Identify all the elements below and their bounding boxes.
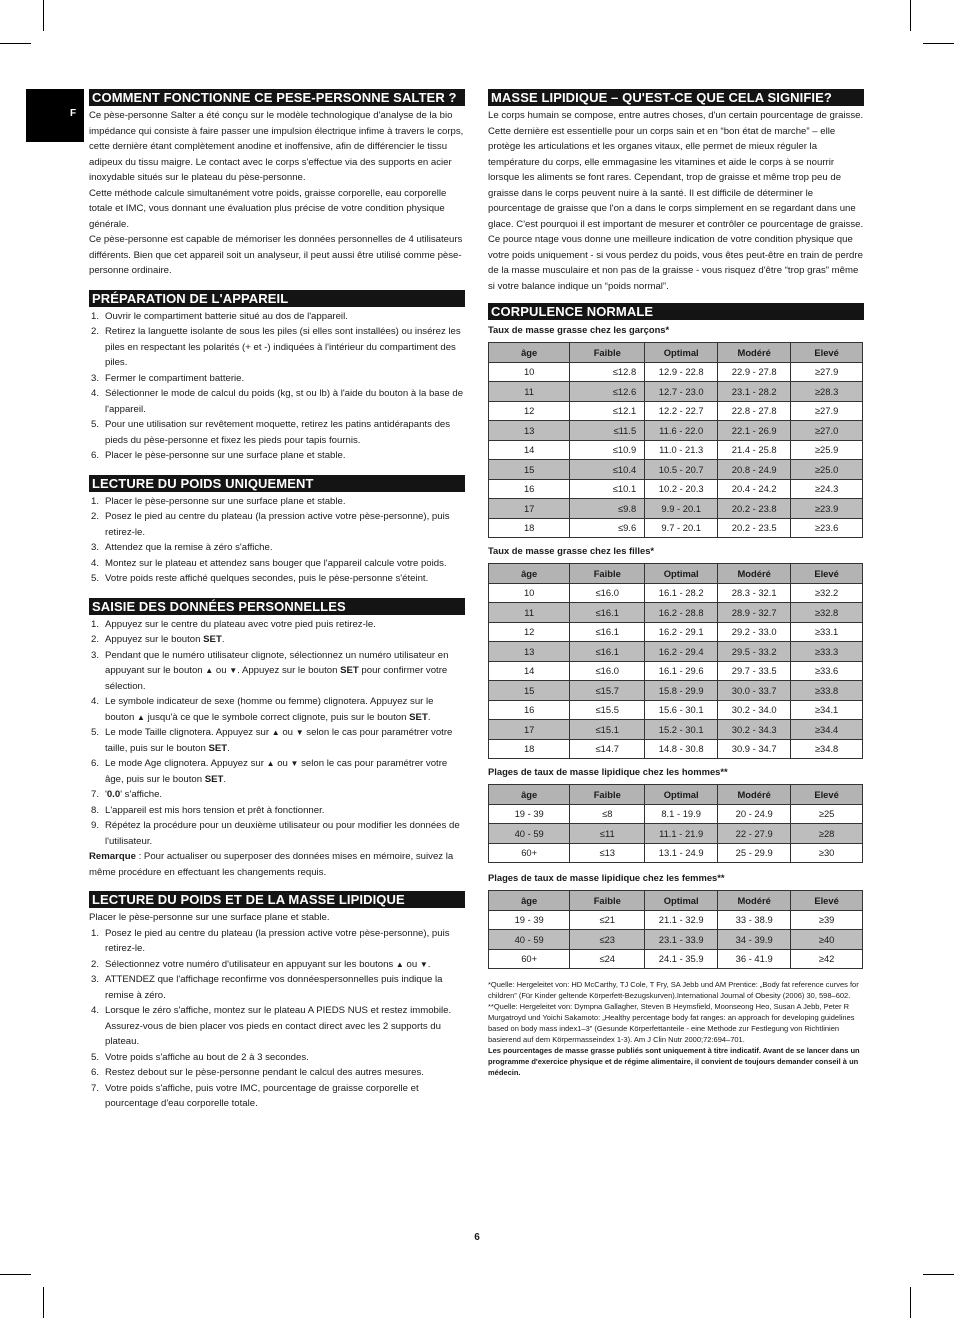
table-cell: ≤10.4 <box>570 460 645 480</box>
table-cell: ≤8 <box>570 804 645 824</box>
list-item: 5. Pour une utilisation sur revêtement moquette, retirez les patins antidérapants des pieds du pèse-personne et fixez les pieds pour tapis fournis. <box>91 419 451 446</box>
table-cell: 23.1 - 33.9 <box>645 930 718 950</box>
table-cell: ≤14.7 <box>570 739 645 759</box>
table-cell: 30.9 - 34.7 <box>718 739 791 759</box>
table-cell: 30.2 - 34.0 <box>718 700 791 720</box>
table-cell: 60+ <box>489 949 570 969</box>
paragraph: Ce pèse-personne Salter a été conçu sur le modèle technologique d'analyse de la bio impédance qui consiste à faire passer une impulsion électrique infime à travers le corps, cette dernière étant complètement anodine et inoffensive, afin de différencier le tissu adipeux du tissu maigre. Le contact avec le corps s'effectue via des supports en acier inoxydable situés sur le plateau du pèse-personne. <box>89 110 464 183</box>
table-header: Modéré <box>718 891 791 911</box>
table-cell: ≤16.1 <box>570 622 645 642</box>
table-header: Optimal <box>645 343 718 363</box>
table-row <box>489 499 863 519</box>
table-row <box>489 583 863 603</box>
remark: Remarque : Pour actualiser ou superposer des données mises en mémoire, suivez la même procédure en effectuant les changements requis. <box>89 851 454 878</box>
section-title-how: COMMENT FONCTIONNE CE PESE-PERSONNE SALTER ? <box>89 89 465 106</box>
table-row <box>489 720 863 740</box>
list-item: 5. Le mode Taille clignotera. Appuyez sur ▲ ou ▼ selon le cas pour paramétrer votre taille, puis sur le bouton SET. <box>91 727 453 754</box>
up-triangle-icon: ▲ <box>395 959 404 969</box>
table-cell: ≤12.1 <box>570 401 645 421</box>
table-cell: 20.4 - 24.2 <box>718 479 791 499</box>
table-cell: 9.9 - 20.1 <box>645 499 718 519</box>
prep-steps <box>89 309 465 464</box>
table-row <box>489 479 863 499</box>
table-cell: 12.2 - 22.7 <box>645 401 718 421</box>
table-cell: 17 <box>489 499 570 519</box>
table-cell: 14 <box>489 440 570 460</box>
table-cell: ≥40 <box>791 930 863 950</box>
table-cell: 19 - 39 <box>489 804 570 824</box>
table-cell: 29.7 - 33.5 <box>718 661 791 681</box>
table-cell: 30.0 - 33.7 <box>718 681 791 701</box>
table-cell: 19 - 39 <box>489 910 570 930</box>
table-row <box>489 401 863 421</box>
table-row <box>489 460 863 480</box>
table-cell: ≤15.7 <box>570 681 645 701</box>
disclaimer: Les pourcentages de masse grasse publiés sont uniquement à titre indicatif. Avant de se lancer dans un programme d'exercice physique et de régime alimentaire, il convient de toujours demander conseil à un médecin. <box>488 1046 860 1077</box>
paragraph: Ce pèse-personne est capable de mémoriser les données personnelles de 4 utilisateurs différents. Bien que cet appareil soit un analyseur, il peut aussi être utilisé comme pèse-personne ordinaire. <box>89 234 463 276</box>
list-item: 3. Attendez que la remise à zéro s'affiche. <box>91 542 273 553</box>
table-cell: ≤12.8 <box>570 362 645 382</box>
table-row <box>489 661 863 681</box>
down-triangle-icon: ▼ <box>295 728 304 737</box>
table-cell: 16 <box>489 700 570 720</box>
footnote: *Quelle: Hergeleitet von: HD McCarthy, TJ Cole, T Fry, SA Jebb und AM Prentice: „Body fat reference curves for children” (Für Kinder geltende Körperfett-Bezugskurven).International Journal of Obesity (2006) 30, 598–602. <box>488 980 859 1000</box>
table-header: Elevé <box>791 343 863 363</box>
list-item: 3. Pendant que le numéro utilisateur clignote, sélectionnez un numéro utilisateur en appuyant sur le bouton ▲ ou ▼. Appuyez sur le bouton SET pour confirmer votre sélection. <box>91 649 449 692</box>
table-cell: 21.4 - 25.8 <box>718 440 791 460</box>
footnotes <box>488 979 864 1078</box>
table-cell: 12.7 - 23.0 <box>645 382 718 402</box>
table-cell: ≥25.9 <box>791 440 863 460</box>
table-header: Faible <box>570 891 645 911</box>
table-cell: 33 - 38.9 <box>718 910 791 930</box>
table-cell: 22.9 - 27.8 <box>718 362 791 382</box>
table-cell: 11 <box>489 603 570 623</box>
table-cell: ≤11.5 <box>570 421 645 441</box>
table-row <box>489 440 863 460</box>
table-cell: ≥33.8 <box>791 681 863 701</box>
table-cell: ≥28 <box>791 824 863 844</box>
table-cell: 20.2 - 23.8 <box>718 499 791 519</box>
list-item: 8. L'appareil est mis hors tension et prêt à fonctionner. <box>91 804 325 816</box>
table-cell: 14.8 - 30.8 <box>645 739 718 759</box>
crop-mark <box>910 0 911 31</box>
list-item: 4. Sélectionner le mode de calcul du poids (kg, st ou lb) à l'aide du bouton à la base de l'appareil. <box>91 388 464 415</box>
table-cell: ≤23 <box>570 930 645 950</box>
table-cell: 29.5 - 33.2 <box>718 642 791 662</box>
table-header: Optimal <box>645 785 718 805</box>
table-cell: 28.3 - 32.1 <box>718 583 791 603</box>
table-cell: 30.2 - 34.3 <box>718 720 791 740</box>
down-triangle-icon: ▼ <box>229 666 238 675</box>
language-tab <box>26 89 84 142</box>
list-item: 1. Placer le pèse-personne sur une surface plane et stable. <box>91 495 346 507</box>
table-cell: 16.1 - 29.6 <box>645 661 718 681</box>
list-item: 2. Appuyez sur le bouton SET. <box>91 634 225 645</box>
table-header: Modéré <box>718 343 791 363</box>
table-cell: ≤10.1 <box>570 479 645 499</box>
crop-mark <box>923 1274 954 1275</box>
up-triangle-icon: ▲ <box>266 759 275 768</box>
table-row <box>489 642 863 662</box>
table-cell: 16.2 - 28.8 <box>645 603 718 623</box>
section-title-data-entry: SAISIE DES DONNÉES PERSONNELLES <box>89 598 465 615</box>
section-title-weight: LECTURE DU POIDS UNIQUEMENT <box>89 475 465 492</box>
table-row <box>489 681 863 701</box>
left-column <box>89 89 465 1112</box>
list-item: 9. Répétez la procédure pour un deuxième utilisateur ou pour modifier les données de l'utilisateur. <box>91 820 460 847</box>
table-header: Faible <box>570 343 645 363</box>
table-row <box>489 518 863 538</box>
table-cell: 20.8 - 24.9 <box>718 460 791 480</box>
weight-steps <box>89 494 465 587</box>
table-cell: ≥32.8 <box>791 603 863 623</box>
table-cell: 11 <box>489 382 570 402</box>
fat-table <box>488 890 863 969</box>
section-title-fat: LECTURE DU POIDS ET DE LA MASSE LIPIDIQUE <box>89 891 465 908</box>
list-item: 3. ATTENDEZ que l'affichage reconfirme vos donnéespersonnelles puis indique la remise à zéro. <box>91 974 443 1001</box>
table-cell: 13 <box>489 642 570 662</box>
data-entry-steps <box>89 617 465 850</box>
table-cell: 29.2 - 33.0 <box>718 622 791 642</box>
table-cell: 15.8 - 29.9 <box>645 681 718 701</box>
table-cell: ≥25.0 <box>791 460 863 480</box>
table-cell: 25 - 29.9 <box>718 843 791 863</box>
table-row <box>489 622 863 642</box>
table-cell: ≤9.8 <box>570 499 645 519</box>
table-cell: 13 <box>489 421 570 441</box>
table-row <box>489 930 863 950</box>
table-cell: 11.6 - 22.0 <box>645 421 718 441</box>
table-header: âge <box>489 891 570 911</box>
paragraph: Placer le pèse-personne sur une surface plane et stable. <box>89 912 330 923</box>
table-cell: 15.6 - 30.1 <box>645 700 718 720</box>
table-cell: 15 <box>489 681 570 701</box>
table-row <box>489 843 863 863</box>
table-row <box>489 824 863 844</box>
table-header: Modéré <box>718 785 791 805</box>
table-caption: Plages de taux de masse lipidique chez les femmes** <box>488 872 725 883</box>
table-row <box>489 949 863 969</box>
crop-mark <box>43 1287 44 1318</box>
table-caption: Taux de masse grasse chez les filles* <box>488 545 655 556</box>
table-cell: 16.2 - 29.1 <box>645 622 718 642</box>
table-header: Optimal <box>645 891 718 911</box>
list-item: 5. Votre poids s'affiche au bout de 2 à 3 secondes. <box>91 1051 309 1063</box>
table-cell: 23.1 - 28.2 <box>718 382 791 402</box>
table-cell: 60+ <box>489 843 570 863</box>
table-row <box>489 739 863 759</box>
table-cell: 16.2 - 29.4 <box>645 642 718 662</box>
table-cell: 34 - 39.9 <box>718 930 791 950</box>
table-cell: 20 - 24.9 <box>718 804 791 824</box>
up-triangle-icon: ▲ <box>205 666 214 675</box>
table-cell: ≥28.3 <box>791 382 863 402</box>
table-cell: ≥39 <box>791 910 863 930</box>
table-cell: 21.1 - 32.9 <box>645 910 718 930</box>
table-cell: 17 <box>489 720 570 740</box>
table-cell: 10 <box>489 362 570 382</box>
up-triangle-icon: ▲ <box>137 712 145 722</box>
table-header: Elevé <box>791 891 863 911</box>
table-cell: 10.2 - 20.3 <box>645 479 718 499</box>
crop-mark <box>910 1287 911 1318</box>
table-cell: ≥33.3 <box>791 642 863 662</box>
fat-table <box>488 342 863 538</box>
table-cell: ≥24.3 <box>791 479 863 499</box>
table-cell: 10.5 - 20.7 <box>645 460 718 480</box>
list-item: 7. '0.0' s'affiche. <box>91 789 163 800</box>
list-item: 1. Appuyez sur le centre du plateau avec votre pied puis retirez-le. <box>91 618 376 630</box>
table-header: âge <box>489 785 570 805</box>
table-row <box>489 910 863 930</box>
table-cell: ≥27.0 <box>791 421 863 441</box>
table-row <box>489 421 863 441</box>
list-item: 7. Votre poids s'affiche, puis votre IMC, pourcentage de graisse corporelle et pourcentage d'eau corporelle totale. <box>91 1082 419 1109</box>
table-cell: 22.1 - 26.9 <box>718 421 791 441</box>
table-cell: ≥34.4 <box>791 720 863 740</box>
table-cell: 24.1 - 35.9 <box>645 949 718 969</box>
table-cell: ≤15.1 <box>570 720 645 740</box>
table-cell: ≤21 <box>570 910 645 930</box>
paragraph: Cette méthode calcule simultanément votre poids, graisse corporelle, eau corporelle totale et IMC, vous donnant une évaluation plus précise de votre condition physique générale. <box>89 187 447 230</box>
table-cell: 18 <box>489 518 570 538</box>
table-cell: 20.2 - 23.5 <box>718 518 791 538</box>
table-cell: 14 <box>489 661 570 681</box>
table-header: âge <box>489 343 570 363</box>
table-cell: 12 <box>489 401 570 421</box>
table-cell: 11.0 - 21.3 <box>645 440 718 460</box>
table-cell: ≤16.0 <box>570 583 645 603</box>
fat-table <box>488 784 863 863</box>
table-cell: ≥27.9 <box>791 401 863 421</box>
table-cell: 40 - 59 <box>489 930 570 950</box>
table-cell: ≥33.1 <box>791 622 863 642</box>
table-cell: 13.1 - 24.9 <box>645 843 718 863</box>
list-item: 2. Sélectionnez votre numéro d'utilisateur en appuyant sur les boutons ▲ ou ▼. <box>91 958 431 970</box>
section-title-normal: CORPULENCE NORMALE <box>488 303 864 320</box>
table-cell: 22.8 - 27.8 <box>718 401 791 421</box>
table-header: Faible <box>570 564 645 584</box>
table-header: Optimal <box>645 564 718 584</box>
fat-steps <box>89 926 465 1112</box>
list-item: 2. Posez le pied au centre du plateau (la pression active votre pèse-personne), puis retirez-le. <box>91 511 450 538</box>
table-cell: 12 <box>489 622 570 642</box>
table-cell: 22 - 27.9 <box>718 824 791 844</box>
table-cell: ≥23.6 <box>791 518 863 538</box>
down-triangle-icon: ▼ <box>290 759 299 768</box>
page-number: 6 <box>474 1232 480 1243</box>
right-column <box>488 89 864 1078</box>
table-cell: 18 <box>489 739 570 759</box>
table-cell: 12.9 - 22.8 <box>645 362 718 382</box>
table-cell: ≥23.9 <box>791 499 863 519</box>
table-cell: ≤12.6 <box>570 382 645 402</box>
table-row <box>489 382 863 402</box>
table-header: Elevé <box>791 564 863 584</box>
table-header: âge <box>489 564 570 584</box>
list-item: 4. Montez sur le plateau et attendez sans bouger que l'appareil calcule votre poids. <box>91 557 447 569</box>
list-item: 6. Placer le pèse-personne sur une surface plane et stable. <box>91 450 346 461</box>
table-cell: ≤16.1 <box>570 642 645 662</box>
table-cell: 16.1 - 28.2 <box>645 583 718 603</box>
list-item: 2. Retirez la languette isolante de sous les piles (si elles sont installées) ou insérez les piles en respectant les polarités (+ et -) indiquées à l'intérieur du compartiment des piles. <box>91 326 461 368</box>
language-tab-label: F <box>70 108 77 119</box>
list-item: 6. Le mode Age clignotera. Appuyez sur ▲ ou ▼ selon le cas pour paramétrer votre âge, puis sur le bouton SET. <box>91 758 448 785</box>
table-cell: 11.1 - 21.9 <box>645 824 718 844</box>
table-cell: 15.2 - 30.1 <box>645 720 718 740</box>
table-cell: 8.1 - 19.9 <box>645 804 718 824</box>
crop-mark <box>0 43 31 44</box>
table-cell: ≥32.2 <box>791 583 863 603</box>
list-item: 4. Le symbole indicateur de sexe (homme ou femme) clignotera. Appuyez sur le bouton ▲ jusqu'à ce que le symbole correct clignote, puis sur le bouton SET. <box>91 696 434 723</box>
fat-table <box>488 563 863 759</box>
paragraph: Le corps humain se compose, entre autres choses, d'un certain pourcentage de graisse. Cette dernière est essentielle pour un corps sain et en “bon état de marche” – elle protège les articulations et les organes vitaux, elle permet de mieux réguler la température du corps, elle emmagasine les vitamines et aide le corps à se nourrir lorsque les aliments se font rares. Cependant, trop de graisse et même trop peu de graisse dans le corps peuvent nuire à la santé. Il est difficile de déterminer le pourcentage de graisse que l'on a dans le corps simplement en se regardant dans une glace. C'est pourquoi il est important de mesurer et contrôler ce pourcentage de graisse. Ce pource ntage vous donne une meilleure indication de votre condition physique que votre poids uniquement - si vous perdez du poids, vous êtes peut-être en train de perdre de la masse musculaire et non pas de la graisse - vous risquez d'être “trop gras” même si votre balance indique un “poids normal”. <box>488 110 864 292</box>
table-cell: 15 <box>489 460 570 480</box>
list-item: 1. Ouvrir le compartiment batterie situé au dos de l'appareil. <box>91 310 348 322</box>
table-cell: 9.7 - 20.1 <box>645 518 718 538</box>
list-item: 3. Fermer le compartiment batterie. <box>91 372 245 384</box>
fat-tables <box>488 323 864 969</box>
crop-mark <box>923 43 954 44</box>
table-cell: ≤16.1 <box>570 603 645 623</box>
table-cell: ≤11 <box>570 824 645 844</box>
table-caption: Taux de masse grasse chez les garçons* <box>488 324 670 335</box>
up-triangle-icon: ▲ <box>271 728 280 737</box>
down-triangle-icon: ▼ <box>419 959 428 969</box>
list-item: 1. Posez le pied au centre du plateau (la pression active votre pèse-personne), puis retirez-le. <box>91 927 450 954</box>
table-row <box>489 603 863 623</box>
table-cell: ≤16.0 <box>570 661 645 681</box>
list-item: 4. Lorsque le zéro s'affiche, montez sur le plateau A PIEDS NUS et restez immobile. Assurez-vous de bien placer vos pieds en contact direct avec les 2 supports du plateau. <box>91 1005 452 1047</box>
table-cell: ≥25 <box>791 804 863 824</box>
footnote: **Quelle: Hergeleitet von: Dympna Gallagher, Steven B Heymsfield, Moonseong Heo, Susan A Jebb, Peter R Murgatroyd und Yoichi Sakamoto: „Healthy percentage body fat ranges: an approach for developing guidelines based on body mass index1–3” (Gesunde Körperfettanteile - eine Methode zur Festlegung von Richtlinien basierend auf dem Körpermasseindex 1-3). Am J Clin Nutr 2000;72:694–701. <box>488 1002 855 1044</box>
table-cell: 28.9 - 32.7 <box>718 603 791 623</box>
table-cell: ≥34.8 <box>791 739 863 759</box>
table-cell: 10 <box>489 583 570 603</box>
table-cell: ≤13 <box>570 843 645 863</box>
table-cell: ≤9.6 <box>570 518 645 538</box>
table-row <box>489 362 863 382</box>
table-cell: 40 - 59 <box>489 824 570 844</box>
table-header: Faible <box>570 785 645 805</box>
table-header: Modéré <box>718 564 791 584</box>
table-cell: ≥30 <box>791 843 863 863</box>
crop-mark <box>0 1274 31 1275</box>
table-row <box>489 804 863 824</box>
table-cell: ≤15.5 <box>570 700 645 720</box>
table-cell: ≥33.6 <box>791 661 863 681</box>
table-cell: 36 - 41.9 <box>718 949 791 969</box>
list-item: 6. Restez debout sur le pèse-personne pendant le calcul des autres mesures. <box>91 1067 424 1078</box>
table-cell: ≤24 <box>570 949 645 969</box>
section-title-prep: PRÉPARATION DE L'APPAREIL <box>89 290 465 307</box>
table-cell: 16 <box>489 479 570 499</box>
table-caption: Plages de taux de masse lipidique chez les hommes** <box>488 766 728 777</box>
table-cell: ≤10.9 <box>570 440 645 460</box>
table-header: Elevé <box>791 785 863 805</box>
table-cell: ≥34.1 <box>791 700 863 720</box>
table-cell: ≥27.9 <box>791 362 863 382</box>
crop-mark <box>43 0 44 31</box>
table-cell: ≥42 <box>791 949 863 969</box>
section-title-meaning: MASSE LIPIDIQUE – QU'EST-CE QUE CELA SIGNIFIE? <box>488 89 864 106</box>
table-row <box>489 700 863 720</box>
list-item: 5. Votre poids reste affiché quelques secondes, puis le pèse-personne s'éteint. <box>91 573 429 584</box>
